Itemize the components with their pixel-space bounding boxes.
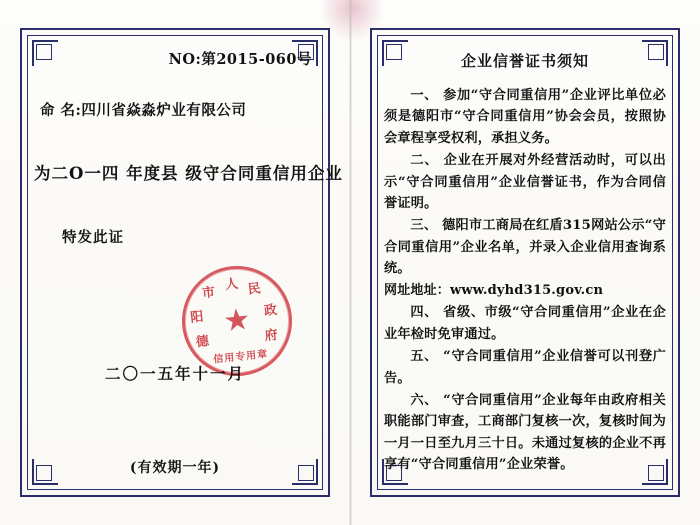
notice-title: 企业信誉证书须知 bbox=[460, 52, 589, 70]
right-page-content bbox=[384, 44, 666, 481]
awarded-company-name: 命 名:四川省焱淼炉业有限公司 bbox=[40, 102, 247, 119]
certificate-number: NO:第2015-060号 bbox=[168, 51, 312, 68]
validity-period: (有效期一年) bbox=[129, 460, 221, 476]
notice-paragraph-2: 二、 企业在开展对外经营活动时，可以出示“守合同重信用”企业信誉证书，作为合同信誉证明。 bbox=[384, 153, 666, 211]
left-page-content bbox=[34, 44, 343, 481]
notice-paragraph-5: 五、 “守合同重信用”企业信誉可以刊登广告。 bbox=[384, 349, 666, 386]
certificate-right-page bbox=[350, 0, 700, 525]
notice-paragraph-1: 一、 参加“守合同重信用”企业评比单位必须是德阳市“守合同重信用”协会会员，按照协会章程享受权利，承担义务。 bbox=[384, 88, 666, 146]
notice-paragraph-3: 三、 德阳市工商局在红盾315网站公示“守合同重信用”企业名单，并录入企业信用查询系统。 bbox=[384, 218, 666, 276]
notice-website-url: 网址地址：www.dyhd315.gov.cn bbox=[384, 283, 604, 299]
notice-body bbox=[384, 85, 666, 475]
notice-paragraph-6: 六、 “守合同重信用”企业每年由政府相关职能部门审查，工商部门复核一次，复核时间为一月一日至九月三十日。未通过复核的企业不再享有“守合同重信用”企业荣誉。 bbox=[384, 392, 666, 473]
issue-date: 二〇一五年十一月 bbox=[104, 364, 245, 383]
seal-star-icon: ★ bbox=[221, 301, 253, 340]
special-issue-text: 特发此证 bbox=[62, 229, 124, 246]
seal-bottom-text: 信用专用章 bbox=[212, 348, 269, 366]
seal-ring-text: 人 市 民 阳 政 德 府 bbox=[189, 276, 279, 351]
certificate-main-title: 为二O一四 年度县 级守合同重信用企业 bbox=[34, 164, 343, 183]
notice-paragraph-4: 四、 省级、市级“守合同重信用”企业在企业年检时免审通过。 bbox=[384, 305, 666, 342]
